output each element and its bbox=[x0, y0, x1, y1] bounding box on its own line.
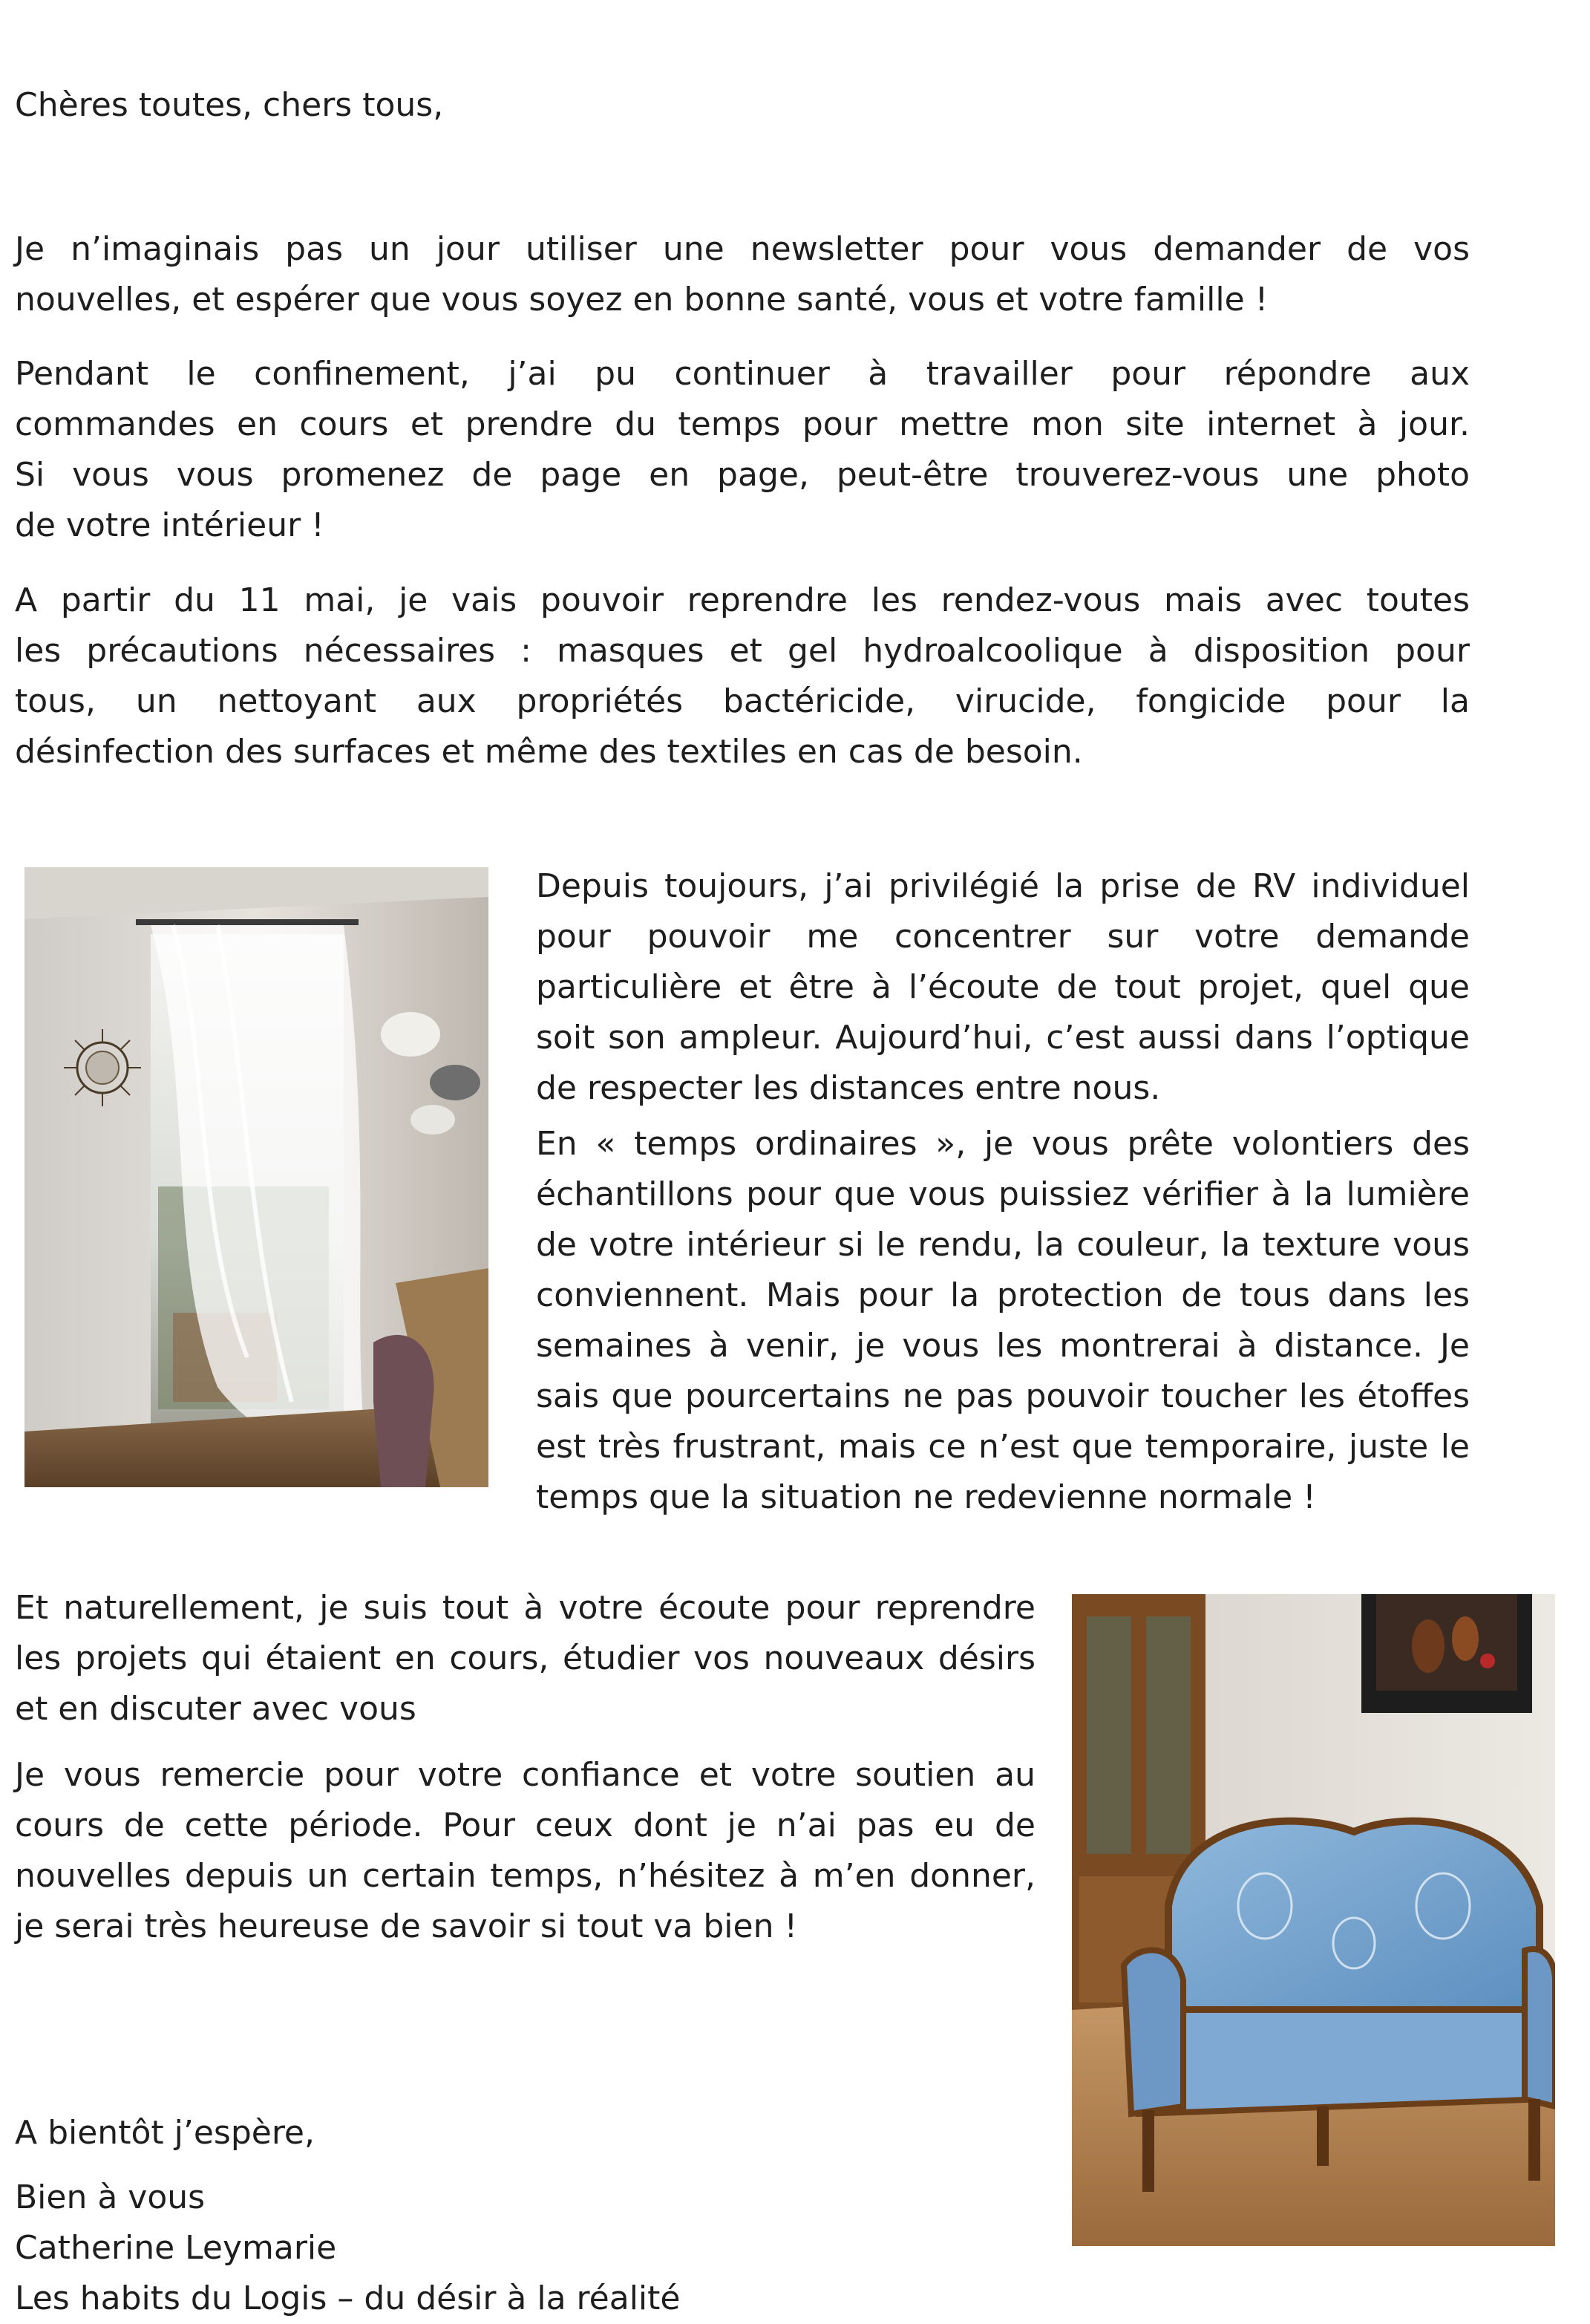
signature-line: Bien à vous bbox=[15, 2178, 206, 2216]
text-line: de votre intérieur ! bbox=[15, 506, 324, 544]
text-line: En « temps ordinaires », je vous prête volontiers des bbox=[536, 1125, 1470, 1163]
text-line: pour pouvoir me concentrer sur votre demande bbox=[536, 918, 1470, 956]
text-line: Et naturellement, je suis tout à votre écoute pour reprendre bbox=[15, 1589, 1036, 1627]
paragraph-reprise bbox=[15, 575, 1470, 777]
paragraph-intro bbox=[15, 224, 1470, 325]
text-line: nouvelles, et espérer que vous soyez en bonne santé, vous et votre famille ! bbox=[15, 281, 1269, 319]
text-line: Je n’imaginais pas un jour utiliser une newsletter pour vous demander de vos bbox=[15, 230, 1470, 268]
photo-blue-sofa bbox=[1072, 1594, 1555, 2246]
text-line: commandes en cours et prendre du temps pour mettre mon site internet à jour. bbox=[15, 405, 1470, 443]
text-line: nouvelles depuis un certain temps, n’hésitez à m’en donner, bbox=[15, 1857, 1036, 1895]
paragraph-remerciements bbox=[15, 1750, 1036, 1952]
greeting: Chères toutes, chers tous, bbox=[15, 86, 444, 124]
text-line: je serai très heureuse de savoir si tout va bien ! bbox=[15, 1907, 798, 1945]
text-line: les précautions nécessaires : masques et gel hydroalcoolique à disposition pour bbox=[15, 632, 1470, 670]
photo-curtain-window bbox=[24, 867, 488, 1487]
text-line: de respecter les distances entre nous. bbox=[536, 1069, 1161, 1107]
text-line: désinfection des surfaces et même des textiles en cas de besoin. bbox=[15, 733, 1083, 771]
paragraph-confinement bbox=[15, 349, 1470, 551]
paragraph-ecoute bbox=[15, 1583, 1036, 1734]
text-line: Je vous remercie pour votre confiance et votre soutien au bbox=[15, 1756, 1036, 1794]
text-line: sais que pourcertains ne pas pouvoir toucher les étoffes bbox=[536, 1377, 1470, 1415]
text-line: et en discuter avec vous bbox=[15, 1690, 416, 1728]
sofa-illustration bbox=[1072, 1594, 1555, 2246]
text-line: particulière et être à l’écoute de tout projet, quel que bbox=[536, 968, 1470, 1006]
text-line: semaines à venir, je vous les montrerai à distance. Je bbox=[536, 1327, 1470, 1365]
text-line: temps que la situation ne redevienne normale ! bbox=[536, 1478, 1316, 1516]
text-line: conviennent. Mais pour la protection de tous dans les bbox=[536, 1276, 1470, 1314]
closing: A bientôt j’espère, bbox=[15, 2114, 315, 2152]
curtain-illustration bbox=[24, 867, 488, 1487]
text-line: cours de cette période. Pour ceux dont je n’ai pas eu de bbox=[15, 1806, 1036, 1844]
text-line: de votre intérieur si le rendu, la couleur, la texture vous bbox=[536, 1226, 1470, 1264]
text-line: Si vous vous promenez de page en page, peut-être trouverez-vous une photo bbox=[15, 456, 1470, 494]
text-line: échantillons pour que vous puissiez vérifier à la lumière bbox=[536, 1175, 1470, 1213]
text-line: Pendant le confinement, j’ai pu continuer à travailler pour répondre aux bbox=[15, 355, 1470, 393]
paragraph-rdv bbox=[536, 861, 1470, 1114]
text-line: est très frustrant, mais ce n’est que temporaire, juste le bbox=[536, 1428, 1470, 1466]
text-line: tous, un nettoyant aux propriétés bactéricide, virucide, fongicide pour la bbox=[15, 682, 1470, 720]
signature bbox=[15, 2173, 1036, 2324]
signature-line: Catherine Leymarie bbox=[15, 2229, 337, 2267]
paragraph-echantillons bbox=[536, 1119, 1470, 1523]
signature-line: Les habits du Logis – du désir à la réalité bbox=[15, 2279, 681, 2317]
text-line: A partir du 11 mai, je vais pouvoir reprendre les rendez-vous mais avec toutes bbox=[15, 581, 1470, 619]
text-line: les projets qui étaient en cours, étudier vos nouveaux désirs bbox=[15, 1639, 1036, 1677]
text-line: Depuis toujours, j’ai privilégié la prise de RV individuel bbox=[536, 867, 1470, 905]
text-line: soit son ampleur. Aujourd’hui, c’est aussi dans l’optique bbox=[536, 1019, 1470, 1057]
